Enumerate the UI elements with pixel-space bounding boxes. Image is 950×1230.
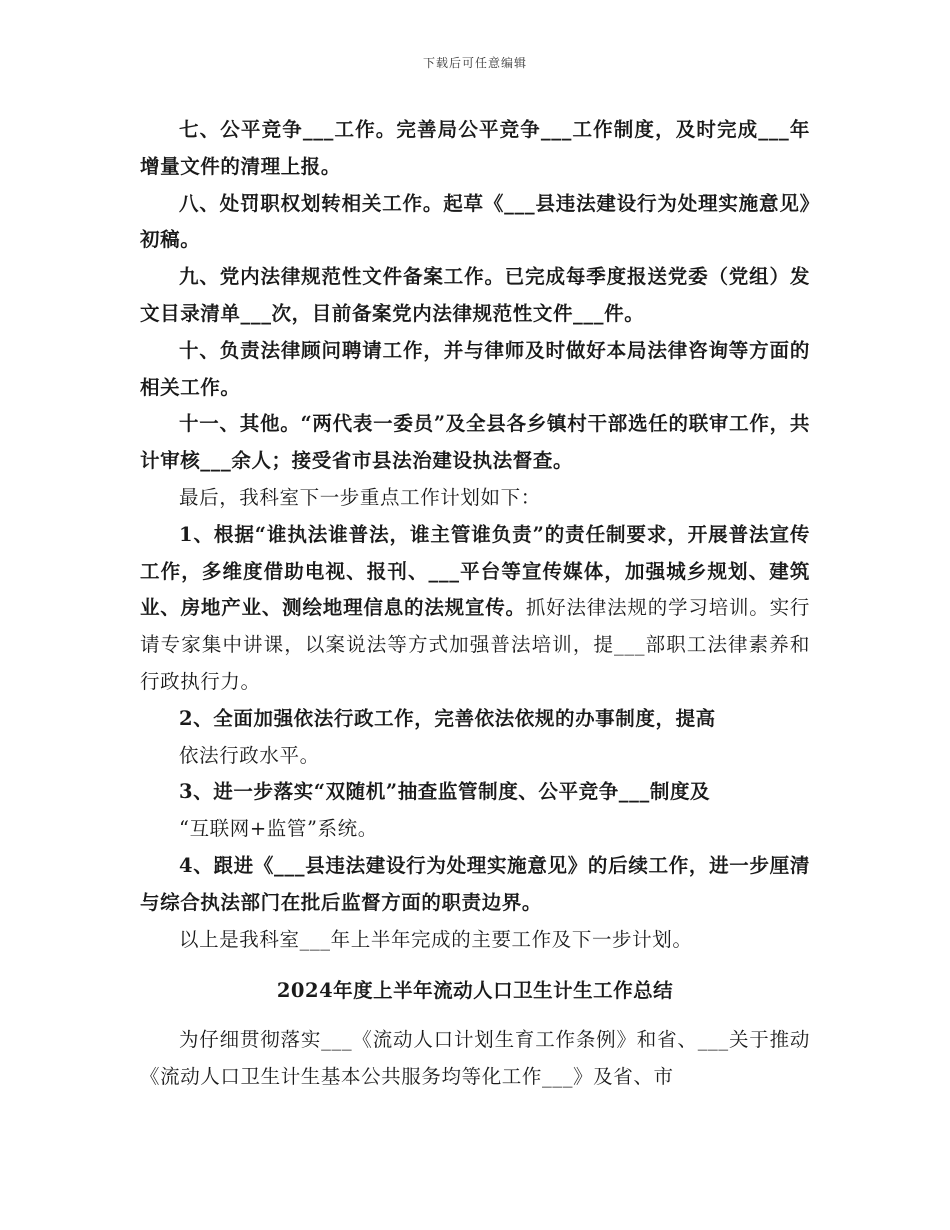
document-body bbox=[140, 112, 810, 1096]
plan-item-1 bbox=[140, 517, 810, 701]
paragraph-item-9: 九、党内法律规范性文件备案工作。已完成每季度报送党委（党组）发文目录清单___次，目前备案党内法律规范性文件___件。 bbox=[140, 265, 810, 325]
plan-item-3-cont: “互联网+监管”系统。 bbox=[179, 817, 378, 841]
closing-paragraph: 以上是我科室___年上半年完成的主要工作及下一步计划。 bbox=[179, 927, 693, 951]
next-document-intro: 为仔细贯彻落实___《流动人口计划生育工作条例》和省、___关于推动《流动人口卫生计生基本公共服务均等化工作___》及省、市 bbox=[140, 1028, 810, 1089]
plan-item-3: 3、进一步落实“双随机”抽查监管制度、公平竞争___制度及 bbox=[179, 780, 711, 804]
page-header: 下载后可任意编辑 bbox=[422, 56, 527, 70]
paragraph-item-8: 八、处罚职权划转相关工作。起草《___县违法建设行为处理实施意见》初稿。 bbox=[140, 191, 810, 252]
paragraph-item-10: 十、负责法律顾问聘请工作，并与律师及时做好本局法律咨询等方面的相关工作。 bbox=[140, 338, 810, 399]
plan-item-1-bold: 1、根据“谁执法谁普法，谁主管谁负责”的责任制要求，开展普法宣传工作，多维度借助电视、报刊、___平台等宣传媒体，加强城乡规划、建筑业、房地产业、测绘地理信息的法规宣传。 bbox=[140, 522, 810, 620]
paragraph-item-11: 十一、其他。“两代表一委员”及全县各乡镇村干部选任的联审工作，共计审核___余人；接受省市县法治建设执法督查。 bbox=[140, 412, 810, 473]
plan-item-2-cont: 依法行政水平。 bbox=[179, 743, 320, 767]
paragraph-item-7: 七、公平竞争___工作。完善局公平竞争___工作制度，及时完成___年增量文件的清理上报。 bbox=[140, 118, 810, 178]
plan-intro: 最后，我科室下一步重点工作计划如下： bbox=[179, 485, 541, 509]
next-document-title: 2024年度上半年流动人口卫生计生工作总结 bbox=[276, 979, 674, 1003]
plan-item-2: 2、全面加强依法行政工作，完善依法依规的办事制度，提高 bbox=[179, 706, 716, 730]
plan-item-4: 4、跟进《___县违法建设行为处理实施意见》的后续工作，进一步厘清与综合执法部门在批后监督方面的职责边界。 bbox=[140, 853, 810, 914]
plan-item-1-normal: 抓好法律法规的学习培训。实行请专家集中讲课，以案说法等方式加强普法培训，提___部职工法律素养和行政执行力。 bbox=[140, 596, 810, 693]
